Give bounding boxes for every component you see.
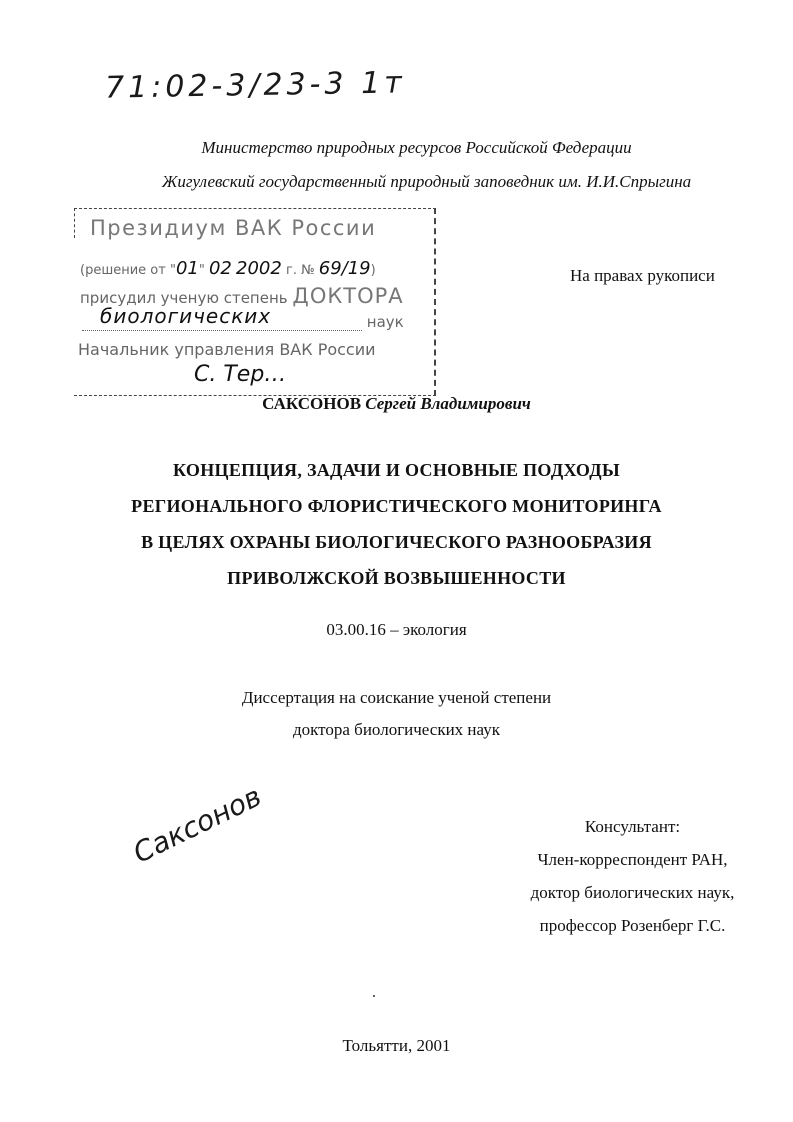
stamp-decision: (решение от "01" 02 2002 г. № 69/19) xyxy=(80,258,376,279)
stamp-title: Президиум ВАК России xyxy=(90,216,377,240)
scan-speck xyxy=(373,995,375,997)
consultant-block: Консультант: Член-корреспондент РАН, доктор биологических наук, профессор Розенберг Г.С. xyxy=(530,817,735,935)
decision-day: 01 xyxy=(175,258,199,279)
author-name: САКСОНОВ Сергей Владимирович xyxy=(262,394,531,413)
stamp-award: присудил ученую степень ДОКТОРА xyxy=(80,284,404,308)
city-year: Тольятти, 2001 xyxy=(342,1036,451,1055)
title-line: КОНЦЕПЦИЯ, ЗАДАЧИ И ОСНОВНЫЕ ПОДХОДЫ xyxy=(173,460,620,480)
title-line: РЕГИОНАЛЬНОГО ФЛОРИСТИЧЕСКОГО МОНИТОРИНГА xyxy=(131,496,662,516)
decision-number: 69/19 xyxy=(318,258,371,279)
title-line: ПРИВОЛЖСКОЙ ВОЗВЫШЕННОСТИ xyxy=(227,568,566,588)
dissertation-title xyxy=(0,452,793,596)
stamp-signature: С. Тер… xyxy=(194,362,287,387)
manuscript-rights: На правах рукописи xyxy=(570,266,715,285)
decision-year: 2002 xyxy=(236,258,282,279)
decision-month: 02 xyxy=(208,258,232,279)
stamp-head: Начальник управления ВАК России xyxy=(78,340,376,359)
stamp-field: биологических наук xyxy=(82,312,428,331)
title-line: В ЦЕЛЯХ ОХРАНЫ БИОЛОГИЧЕСКОГО РАЗНООБРАЗИЯ xyxy=(141,532,652,552)
specialty: 03.00.16 – экология xyxy=(326,620,467,639)
vak-stamp xyxy=(74,208,436,396)
field-handwritten: биологических xyxy=(100,304,272,328)
archive-number: 71:02-3/23-3 1т xyxy=(104,65,406,106)
author-signature: Саксонов xyxy=(128,779,267,870)
reserve-header: Жигулевский государственный природный заповедник им. И.И.Спрыгина xyxy=(161,172,692,191)
degree-statement: Диссертация на соискание ученой степени доктора биологических наук xyxy=(241,688,552,739)
ministry-header: Министерство природных ресурсов Российской Федерации xyxy=(201,138,632,157)
